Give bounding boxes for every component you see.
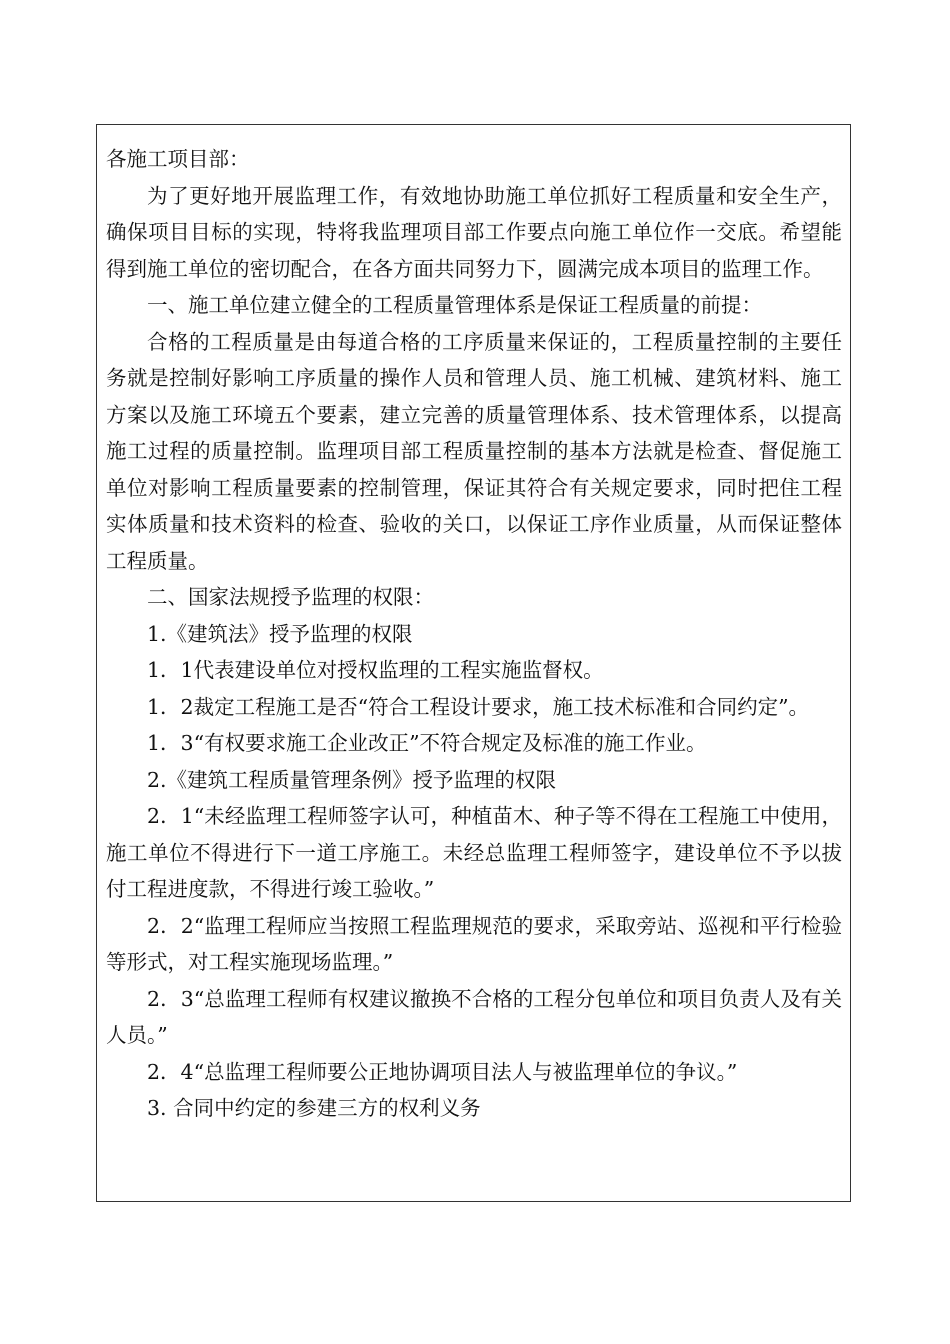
item-3-heading: 3. 合同中约定的参建三方的权利义务 [147,1096,481,1120]
item-2-2: 2．2“监理工程师应当按照工程监理规范的要求，采取旁站、巡视和平行检验等形式，对工程实施现场监理。” [106,913,842,974]
intro-paragraph: 为了更好地开展监理工作，有效地协助施工单位抓好工程质量和安全生产，确保项目目标的实现，特将我监理项目部工作要点向施工单位作一交底。希望能得到施工单位的密切配合，在各方面共同努力下，圆满完成本项目的监理工作。 [106,183,842,281]
item-2-4: 2．4“总监理工程师要公正地协调项目法人与被监理单位的争议。” [147,1059,738,1084]
section-1-heading: 一、施工单位建立健全的工程质量管理体系是保证工程质量的前提： [147,293,762,317]
item-2-heading: 2.《建筑工程质量管理条例》授予监理的权限 [147,767,557,792]
item-1-1: 1．1代表建设单位对授权监理的工程实施监督权。 [147,658,604,682]
item-1-3: 1．3“有权要求施工企业改正”不符合规定及标准的施工作业。 [147,731,707,755]
item-1-heading: 1.《建筑法》授予监理的权限 [147,621,413,646]
item-1-2: 1．2裁定工程施工是否“符合工程设计要求，施工技术标准和合同约定”。 [147,694,810,719]
item-2-3: 2．3“总监理工程师有权建议撤换不合格的工程分包单位和项目负责人及有关人员。” [106,986,842,1047]
section-1-paragraph: 合格的工程质量是由每道合格的工序质量来保证的，工程质量控制的主要任务就是控制好影响工序质量的操作人员和管理人员、施工机械、建筑材料、施工方案以及施工环境五个要素，建立完善的质量管理体系、技术管理体系，以提高施工过程的质量控制。监理项目部工程质量控制的基本方法就是检查、督促施工单位对影响工程质量要素的控制管理，保证其符合有关规定要求，同时把住工程实体质量和技术资料的检查、验收的关口，以保证工序作业质量，从而保证整体工程质量。 [106,329,842,573]
document-body [106,141,842,1127]
item-2-1: 2．1“未经监理工程师签字认可，种植苗木、种子等不得在工程施工中使用，施工单位不得进行下一道工序施工。未经总监理工程师签字，建设单位不予以拔付工程进度款，不得进行竣工验收。” [106,804,842,901]
section-2-heading: 二、国家法规授予监理的权限： [147,585,434,609]
salutation: 各施工项目部： [106,147,250,171]
